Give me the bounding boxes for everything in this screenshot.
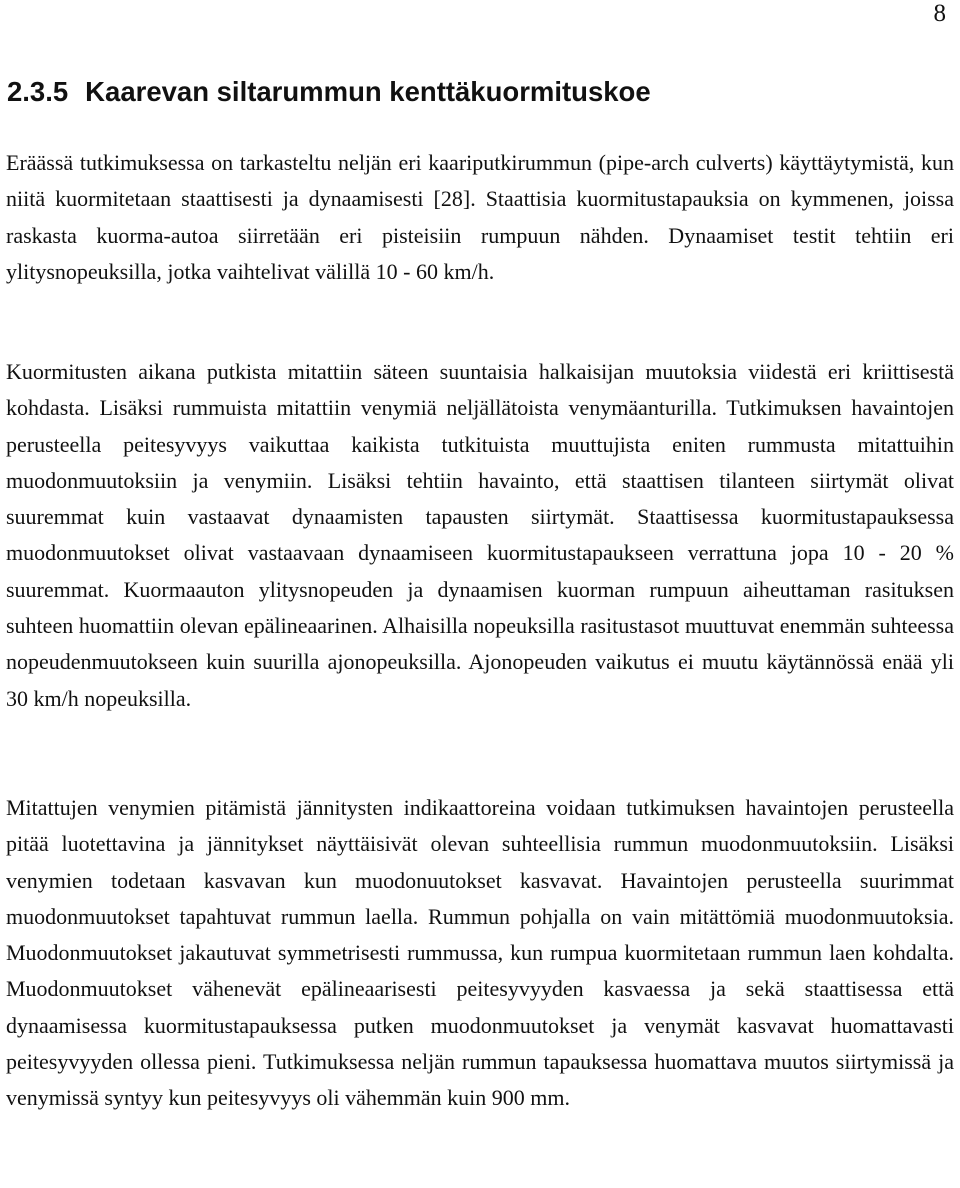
section-number: 2.3.5 [7,76,69,107]
section-heading [7,76,651,108]
body-paragraph: Kuormitusten aikana putkista mitattiin säteen suuntaisia halkaisijan muutoksia viidestä eri kriittisestä kohdasta. Lisäksi rummuista mitattiin venymiä neljällätoista venymäanturilla. Tutkimuksen havaintojen perusteella peitesyvyys vaikuttaa kaikista tutkituista muuttujista eniten rummusta mitattuihin muodonmuutoksiin ja venymiin. Lisäksi tehtiin havainto, että staattisen tilanteen siirtymät olivat suuremmat kuin vastaavat dynaamisten tapausten siirtymät. Staattisessa kuormitustapauksessa muodonmuutokset olivat vastaavaan dynaamiseen kuormitustapaukseen verrattuna jopa 10 - 20 % suuremmat. Kuormaauton ylitysnopeuden ja dynaamisen kuorman rumpuun aiheuttaman rasituksen suhteen huomattiin olevan epälineaarinen. Alhaisilla nopeuksilla rasitustasot muuttuvat enemmän suhteessa nopeudenmuutokseen kuin suurilla ajonopeuksilla. Ajonopeuden vaikutus ei muutu käytännössä enää yli 30 km/h nopeuksilla. [6,359,954,711]
section-title: Kaarevan siltarummun kenttäkuormituskoe [85,76,651,107]
page-number: 8 [933,0,946,27]
body-paragraph: Mitattujen venymien pitämistä jännitysten indikaattoreina voidaan tutkimuksen havaintojen perusteella pitää luotettavina ja jännitykset näyttäisivät olevan suhteellisia rummun muodonmuutoksiin. Lisäksi venymien todetaan kasvavan kun muodonuutokset kasvavat. Havaintojen perusteella suurimmat muodonmuutokset tapahtuvat rummun laella. Rummun pohjalla on vain mitättömiä muodonmuutoksia. Muodonmuutokset jakautuvat symmetrisesti rummussa, kun rumpua kuormitetaan rummun laen kohdalta. Muodonmuutokset vähenevät epälineaarisesti peitesyvyyden kasvaessa ja sekä staattisessa että dynaamisessa kuormitustapauksessa putken muodonmuutokset ja venymät kasvavat huomattavasti peitesyvyyden ollessa pieni. Tutkimuksessa neljän rummun tapauksessa huomattava muutos siirtymissä ja venymissä syntyy kun peitesyvyys oli vähemmän kuin 900 mm. [6,795,954,1111]
body-paragraph: Eräässä tutkimuksessa on tarkasteltu neljän eri kaariputkirummun (pipe-arch culverts) käyttäytymistä, kun niitä kuormitetaan staattisesti ja dynaamisesti [28]. Staattisia kuormitustapauksia on kymmenen, joissa raskasta kuorma-autoa siirretään eri pisteisiin rumpuun nähden. Dynaamiset testit tehtiin eri ylitysnopeuksilla, jotka vaihtelivat välillä 10 - 60 km/h. [6,150,954,284]
